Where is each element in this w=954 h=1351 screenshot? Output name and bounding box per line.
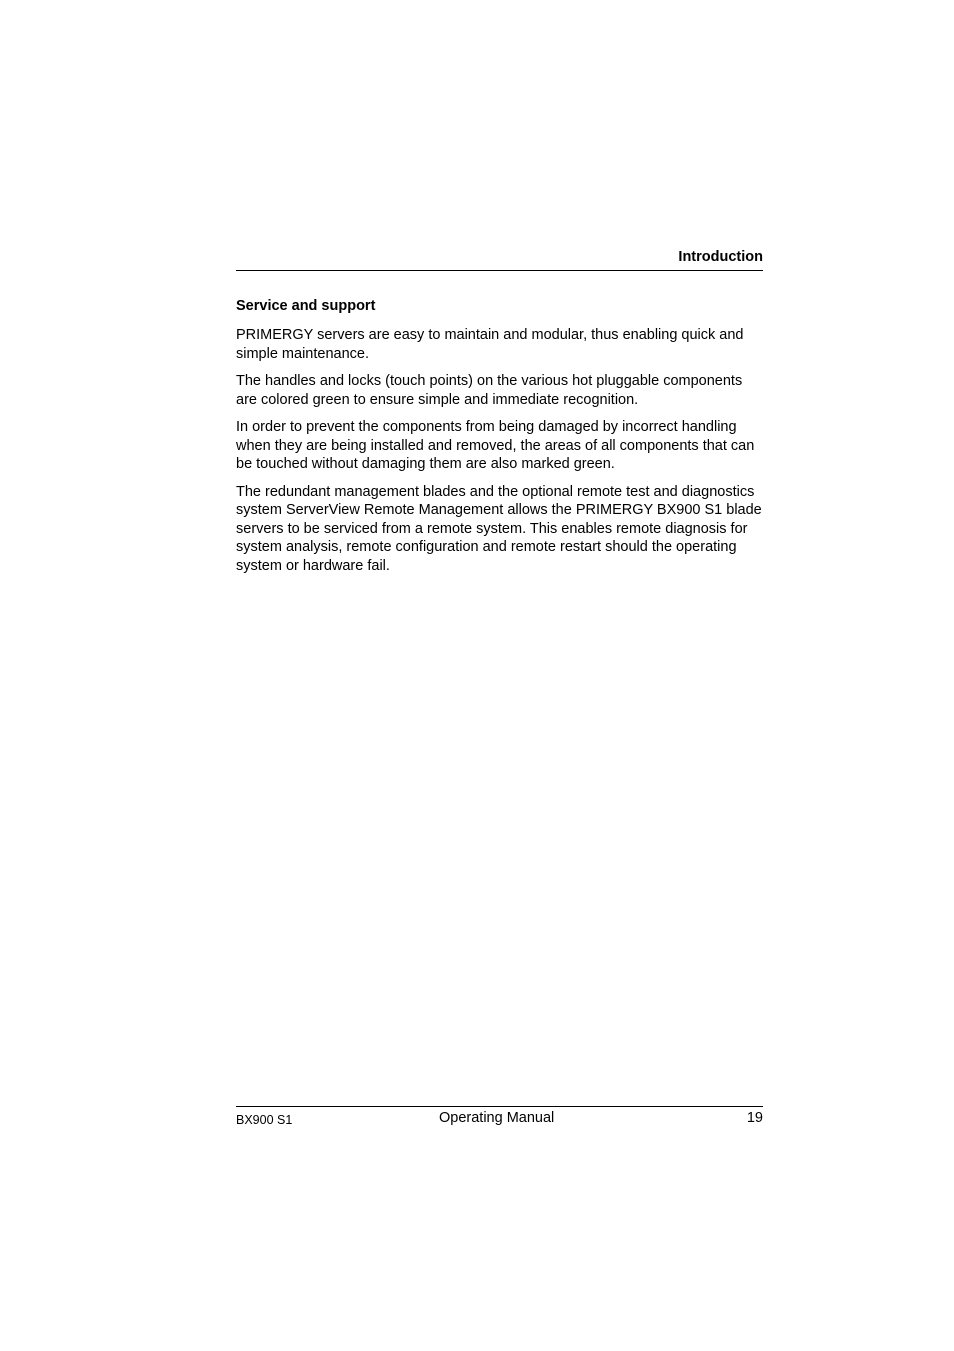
chapter-title: Introduction <box>678 249 763 265</box>
paragraph-touch-points: The handles and locks (touch points) on the various hot pluggable components are colored green to ensure simple and immediate recognition. <box>236 373 743 408</box>
footer-product: BX900 S1 <box>236 1113 293 1127</box>
page-content <box>236 297 763 584</box>
footer-document-title: Operating Manual <box>439 1110 555 1126</box>
running-header <box>236 249 763 271</box>
footer-page-number: 19 <box>746 1110 763 1126</box>
paragraph-maintenance: PRIMERGY servers are easy to maintain and modular, thus enabling quick and simple maintenance. <box>236 327 744 362</box>
page-footer <box>236 1106 763 1131</box>
paragraph-handling: In order to prevent the components from being damaged by incorrect handling when they are being installed and removed, the areas of all components that can be touched without damaging them are also marked green. <box>236 419 755 472</box>
section-heading: Service and support <box>236 298 376 314</box>
paragraph-remote-management: The redundant management blades and the optional remote test and diagnostics system ServerView Remote Management allows the PRIMERGY BX900 S1 blade servers to be serviced from a remote system. This enables remote diagnosis for system analysis, remote configuration and remote restart should the operating system or hardware fail. <box>236 483 762 574</box>
